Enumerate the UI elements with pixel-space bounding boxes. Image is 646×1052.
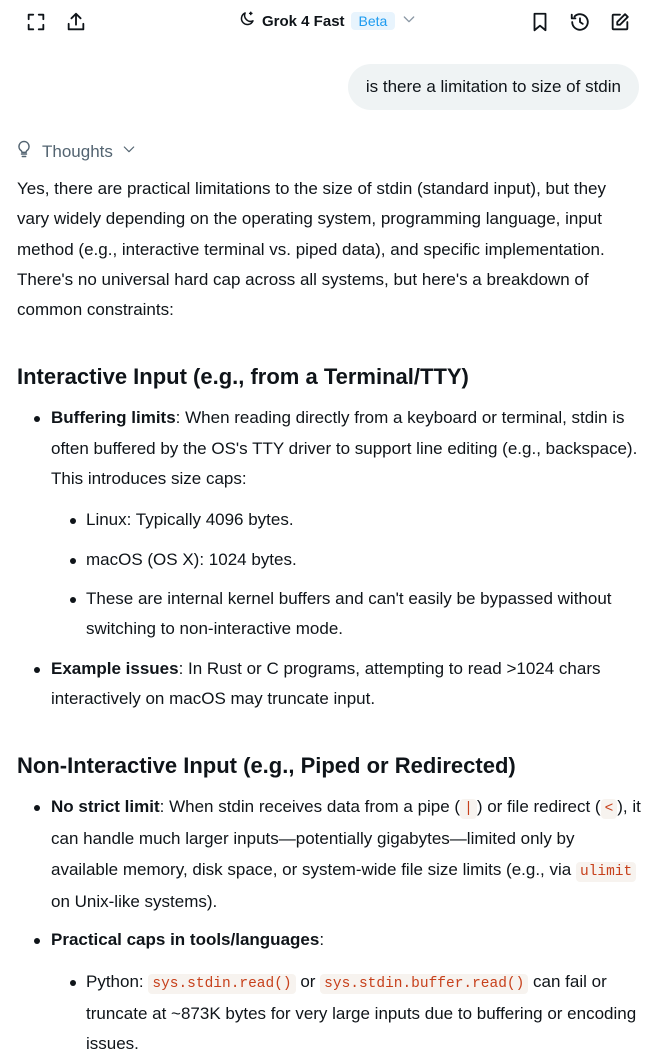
section-heading-interactive: Interactive Input (e.g., from a Terminal/TTY) — [17, 364, 469, 390]
beta-badge: Beta — [351, 12, 396, 30]
bookmark-icon[interactable] — [526, 8, 554, 36]
item-text: or — [295, 971, 321, 991]
expand-icon[interactable] — [22, 8, 50, 36]
item-text: : — [319, 930, 325, 950]
model-selector[interactable] — [238, 9, 417, 33]
item-bold: Example issues — [51, 658, 179, 678]
inline-code: sys.stdin.buffer.read() — [320, 974, 528, 994]
sublist — [51, 967, 641, 1052]
item-text: ), it can handle much larger inputs—potentially gigabytes—limited only by available memory, disk space, or system-wide file size limits (e.g., via — [51, 797, 641, 879]
list-item: macOS (OS X): 1024 bytes. — [51, 545, 641, 575]
item-text: : When stdin receives data from a pipe ( — [159, 797, 461, 817]
thoughts-toggle[interactable] — [14, 139, 137, 164]
inline-code: sys.stdin.read() — [148, 974, 295, 994]
list-item — [51, 967, 641, 1052]
item-text: : When reading directly from a keyboard or terminal, stdin is often buffered by the OS's TTY driver to support line editing (e.g., backspace). This introduces size caps: — [51, 408, 638, 489]
assistant-answer — [17, 174, 641, 1052]
item-text: on Unix-like systems). — [51, 892, 218, 912]
chevron-down-icon[interactable] — [401, 11, 417, 32]
lightbulb-icon — [14, 139, 34, 164]
list-item — [17, 925, 641, 1052]
list-noninteractive — [17, 792, 641, 1052]
model-name: Grok 4 Fast — [262, 12, 345, 30]
item-bold: Practical caps in tools/languages — [51, 930, 320, 950]
list-item: These are internal kernel buffers and can't easily be bypassed without switching to non-interactive mode. — [51, 584, 641, 645]
history-icon[interactable] — [566, 8, 594, 36]
list-interactive — [17, 403, 641, 714]
item-text: can fail or truncate at ~873K bytes for very large inputs due to buffering or encoding issues. — [86, 971, 637, 1052]
moon-icon — [238, 10, 256, 33]
answer-intro: Yes, there are practical limitations to the size of stdin (standard input), but they vary widely depending on the operating system, programming language, input method (e.g., interactive terminal vs. piped data), and specific implementation. There's no universal hard cap across all systems, but here's a breakdown of common constraints: — [17, 179, 607, 320]
section-heading-noninteractive: Non-Interactive Input (e.g., Piped or Redirected) — [17, 753, 516, 779]
share-icon[interactable] — [62, 8, 90, 36]
item-text: Python: — [86, 971, 149, 991]
list-item — [17, 403, 641, 644]
item-text: ) or file redirect ( — [476, 797, 601, 817]
inline-code: | — [460, 799, 477, 819]
user-message-bubble: is there a limitation to size of stdin — [348, 64, 639, 110]
thoughts-label: Thoughts — [42, 141, 113, 161]
chevron-down-icon — [121, 141, 137, 162]
inline-code: ulimit — [576, 862, 636, 882]
list-item — [17, 654, 641, 715]
top-bar — [0, 0, 646, 44]
list-item: Linux: Typically 4096 bytes. — [51, 505, 641, 535]
edit-icon[interactable] — [606, 8, 634, 36]
list-item — [17, 792, 641, 917]
sublist — [51, 505, 641, 644]
item-text: : In Rust or C programs, attempting to read >1024 chars interactively on macOS may truncate input. — [51, 658, 601, 708]
item-bold: No strict limit — [51, 797, 160, 817]
inline-code: < — [601, 799, 618, 819]
item-bold: Buffering limits — [51, 408, 176, 428]
